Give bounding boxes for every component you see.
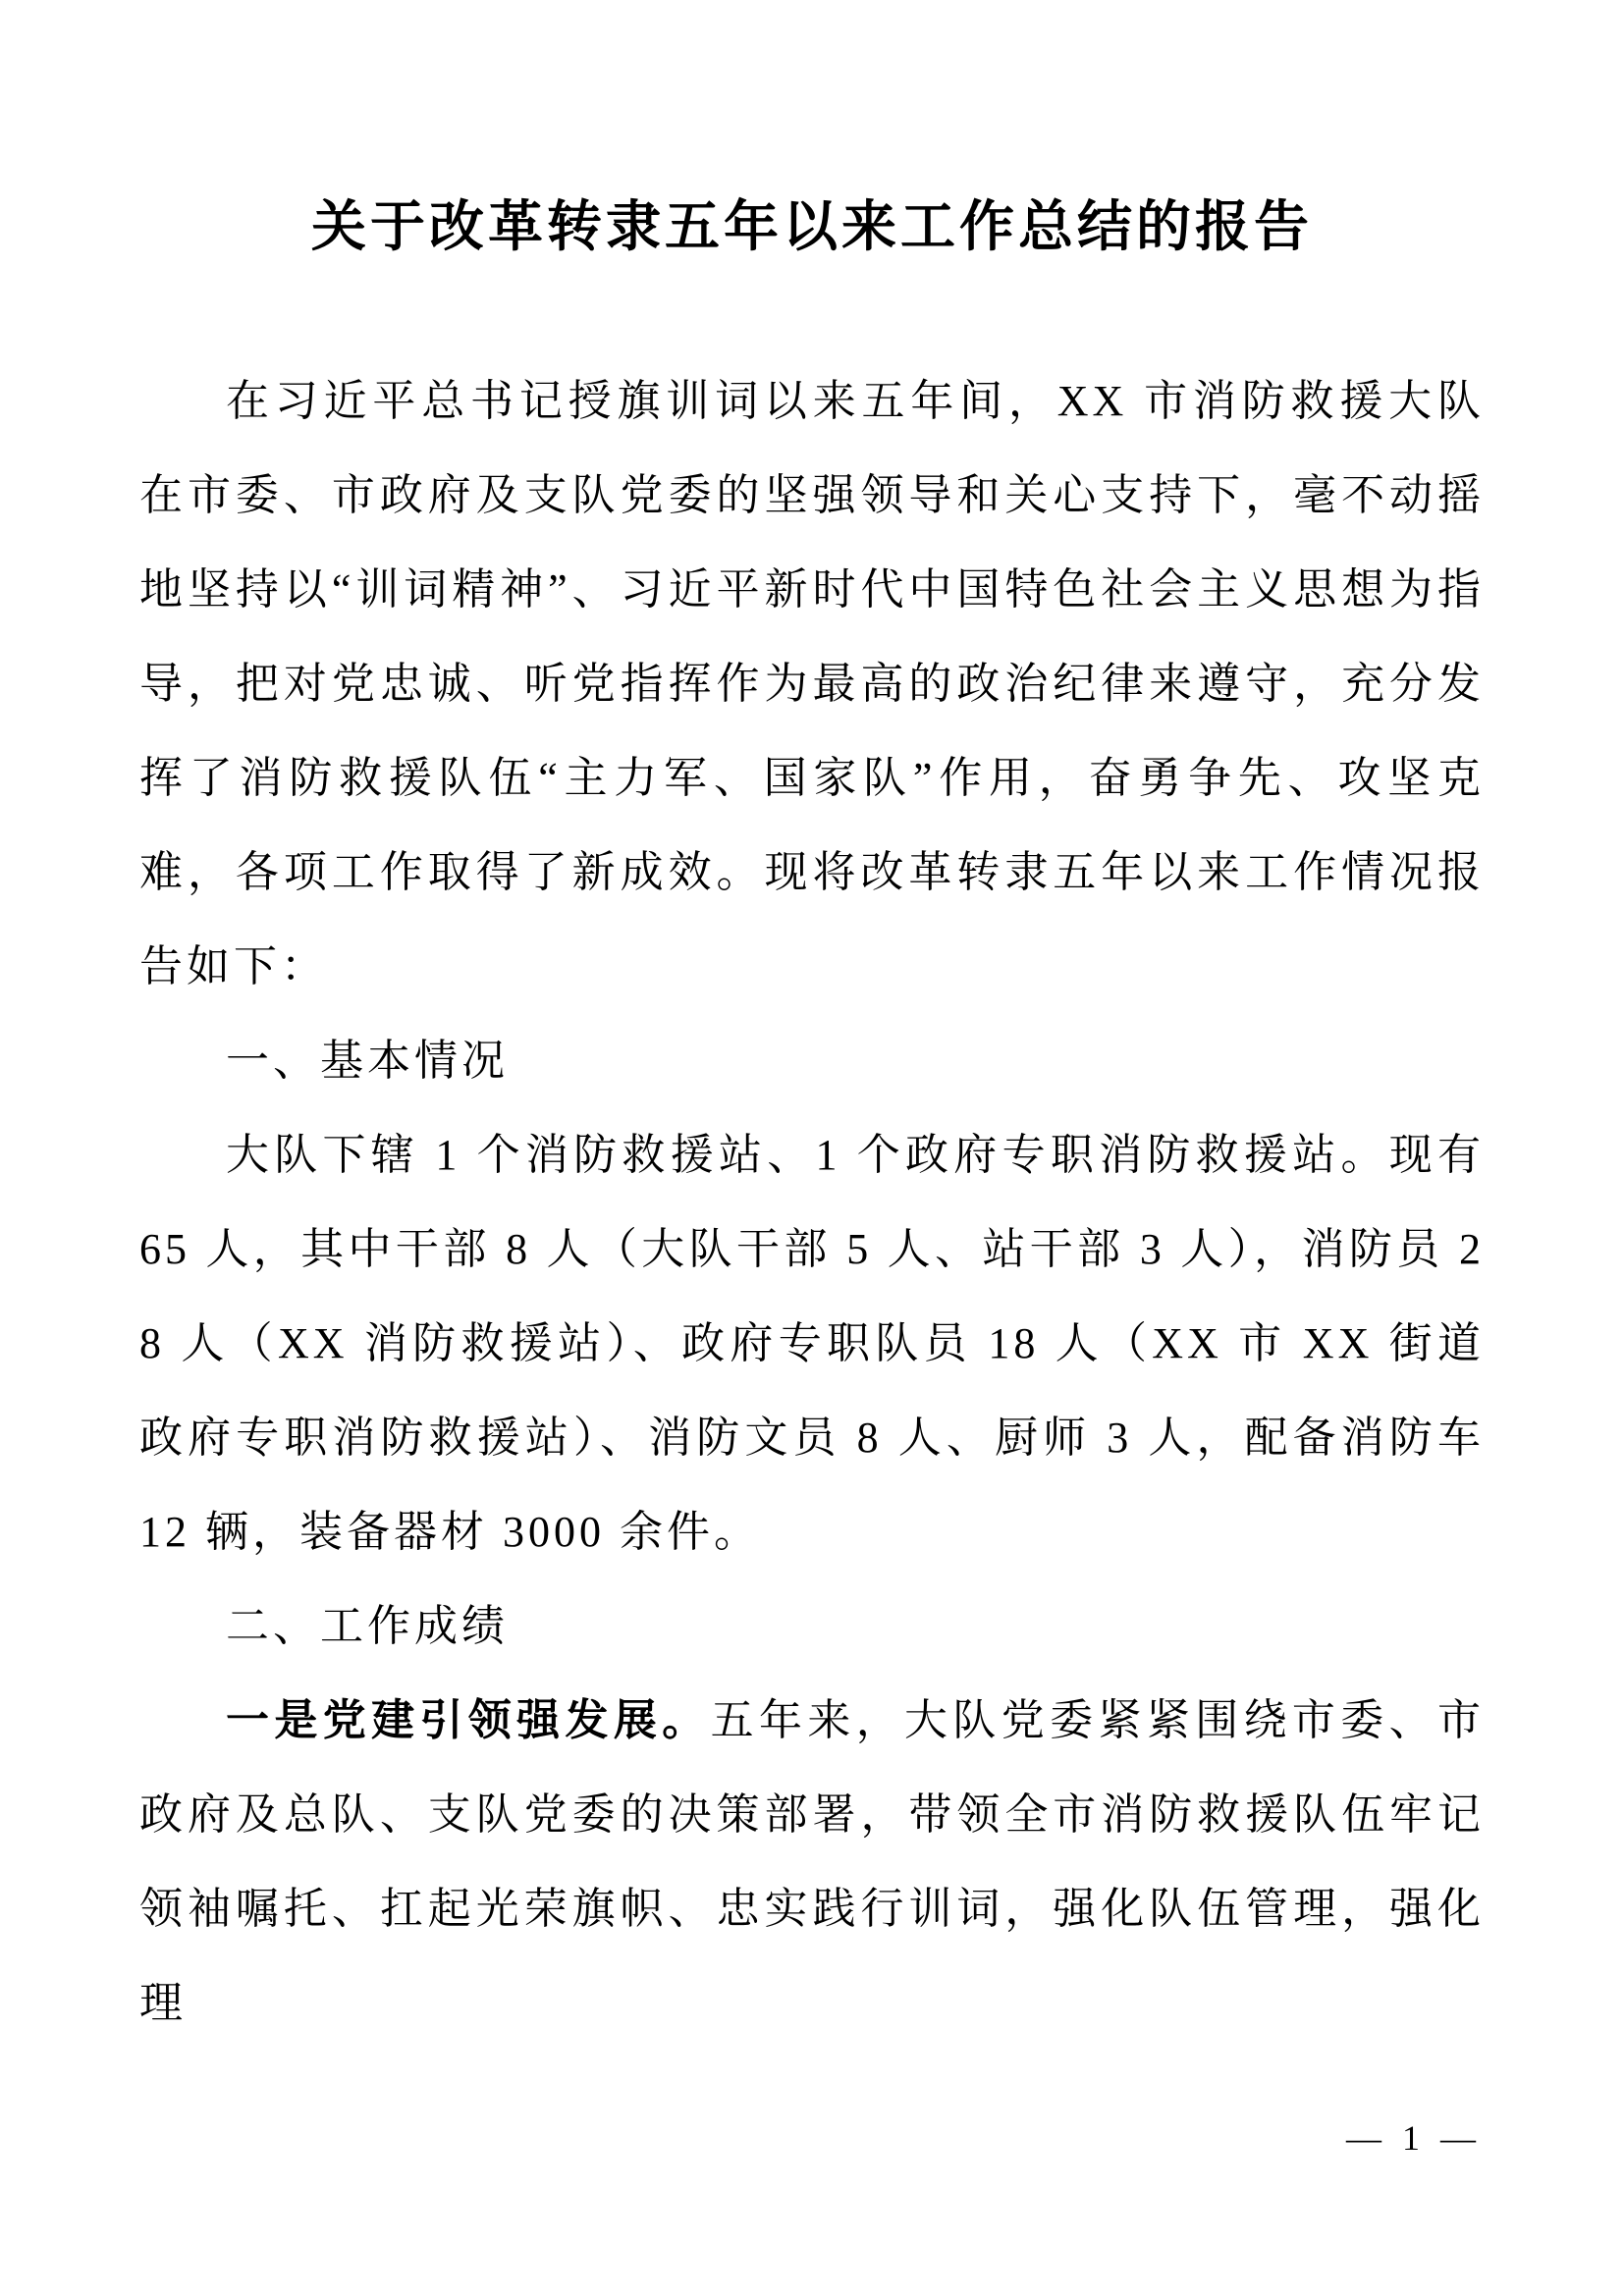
paragraph-achievements-bold-lead: 一是党建引领强发展。 [226, 1695, 711, 1744]
page-number: — 1 — [1346, 2118, 1482, 2158]
paragraph-achievements [139, 1674, 1485, 2051]
paragraph-achievements-text: 五年来，大队党委紧紧围绕市委、市政府及总队、支队党委的决策部署，带领全市消防救援队伍牢记领袖嘱托、扛起光荣旗帜、忠实践行训词，强化队伍管理，强化理 [139, 1695, 1486, 2027]
section-heading-basic-info: 一、基本情况 [226, 1036, 509, 1085]
section-heading-achievements: 二、工作成绩 [226, 1601, 509, 1650]
document-title: 关于改革转隶五年以来工作总结的报告 [311, 197, 1313, 258]
intro-paragraph: 在习近平总书记授旗训词以来五年间，XX 市消防救援大队在市委、市政府及支队党委的坚强领导和关心支持下，毫不动摇地坚持以“训词精神”、习近平新时代中国特色社会主义思想为指导，把对党忠诚、听党指挥作为最高的政治纪律来遵守，充分发挥了消防救援队伍“主力军、国家队”作用，奋勇争先、攻坚克难，各项工作取得了新成效。现将改革转隶五年以来工作情况报告如下： [139, 376, 1485, 990]
paragraph-basic-info: 大队下辖 1 个消防救援站、1 个政府专职消防救援站。现有 65 人，其中干部 8 人（大队干部 5 人、站干部 3 人），消防员 28 人（XX 消防救援站）、政府专职队员 18 人（XX 市 XX 街道政府专职消防救援站）、消防文员 8 人、厨师 3 人，配备消防车 12 辆，装备器材 3000 余件。 [139, 1130, 1485, 1556]
